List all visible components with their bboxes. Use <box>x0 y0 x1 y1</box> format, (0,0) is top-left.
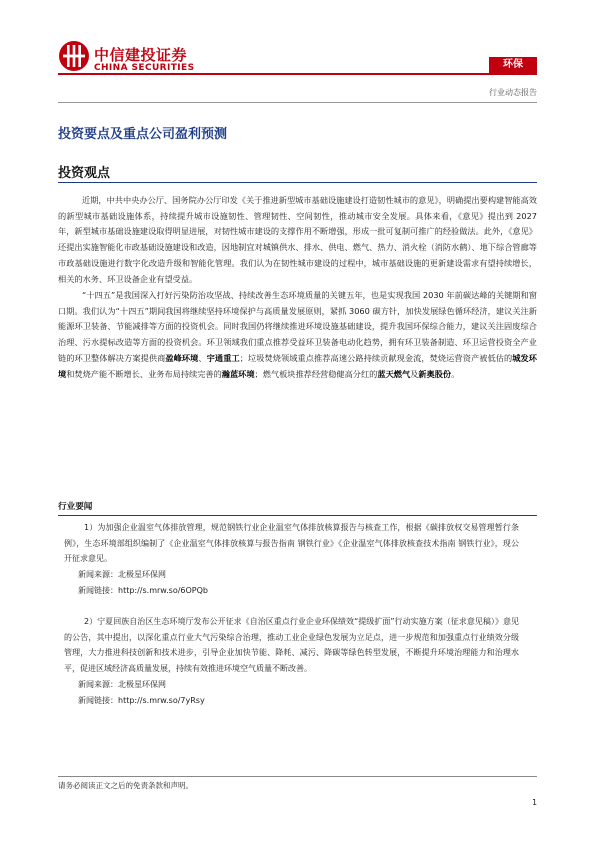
news-source: 新闻来源：北极星环保网 <box>78 570 166 580</box>
header-divider <box>58 73 537 75</box>
disclaimer: 请务必阅读正文之后的免责条款和声明。 <box>58 781 193 790</box>
company-highlight: 城发环境 <box>58 352 537 379</box>
news-link[interactable]: 新闻链接：http://s.mrw.so/6OPQb <box>78 585 208 595</box>
paragraph-policy: 近期，中共中央办公厅、国务院办公厅印发《关于推进新型城市基础设施建设打造韧性城市的意见》，明确提出要构建智能高效的新型城市基础设施体系，持续提升城市设施韧性、管理韧性、空间韧性，推动城市安全发展。具体来看，《意见》提出到 2027 年，新型城市基础设施建设取得明显进展，对韧性城市建设的支撑作用不断增强，形成一批可复制可推广的经验做法。此外，《意见》还提出实施智能化市政基础设施建设和改造，因地制宜对城镇供水、排水、供电、燃气、热力、消火栓（消防水鹤）、地下综合管廊等市政基础设施进行数字化改造升级和智能化管理。我们认为在韧性城市建设的过程中，城市基础设施的更新建设需求有望持续增长，相关的水务、环卫设备企业有望受益。 <box>58 195 537 284</box>
brand-name-en: CHINA SECURITIES <box>94 63 195 73</box>
para2-text: 及 <box>410 368 419 379</box>
section-title: 投资观点 <box>58 166 111 181</box>
news-link[interactable]: 新闻链接：http://s.mrw.so/7yRsy <box>78 695 205 705</box>
subheader-divider <box>58 102 537 103</box>
company-highlight: 瀚蓝环境 <box>221 368 255 379</box>
company-highlight: 新奥股份 <box>418 368 452 379</box>
para2-text: 和焚烧产能不断增长、业务布局持续完善的 <box>66 368 222 379</box>
company-highlight: 宇通重工 <box>206 352 240 363</box>
brand-name-cn: 中信建投证券 <box>94 46 188 64</box>
paragraph-investment-view <box>58 288 537 382</box>
company-highlight: 盈峰环境 <box>165 352 199 363</box>
news-section-title: 行业要闻 <box>58 502 93 512</box>
industry-tag: 环保 <box>489 57 537 73</box>
news-text: 2）宁夏回族自治区生态环境厅发布公开征求《自治区重点行业企业环保绩效“提级扩面”行动实施方案（征求意见稿）》意见的公告，其中提出，以深化重点行业大气污染综合治理，推动工业企业绿色发展为立足点，进一步规范和加强重点行业绩效分级管理，大力推进科技创新和技术进步，引导企业加快节能、降耗、减污、降碳等绿色转型发展，不断提升环境治理能力和治理水平，促进区域经济高质量发展，持续有效推进环境空气质量不断改善。 <box>64 617 519 674</box>
company-logo <box>58 40 90 72</box>
para2-text: ；燃气板块推荐经营稳健高分红的 <box>254 368 378 379</box>
page-number: 1 <box>532 798 538 807</box>
section-divider <box>58 182 537 183</box>
footer-divider <box>58 776 537 777</box>
para2-text: “十四五”是我国深入打好污染防治攻坚战、持续改善生态环境质量的关键五年，也是实现我国 2030 年前碳达峰的关键期和窗口期。我们认为“十四五”期间我国将继续坚持环境保护与高质量发展原则，紧抓 3060 碳方针，加快发展绿色循环经济，建议关注新能源环卫装备、节能减排等方面的投资机会。同时我国仍将继续推进环境设施基础建设，提升我国环保综合能力，建议关注固废综合治理、污水提标改造等方面的投资机会。环卫领域我们重点推荐受益环卫装备电动化趋势，拥有环卫装备制造、环卫运营投资全产业链的环卫整体解决方案提供商 <box>58 290 537 363</box>
news-item <box>58 520 537 599</box>
news-divider <box>58 515 537 516</box>
report-type: 行业动态报告 <box>489 88 537 97</box>
news-item <box>58 614 537 708</box>
para2-text: 、 <box>198 352 207 363</box>
news-text: 1）为加强企业温室气体排放管理，规范钢铁行业企业温室气体排放核算报告与核查工作，根据《碳排放权交易管理暂行条例》，生态环境部组织编制了《企业温室气体排放核算与报告指南 钢铁行业》《企业温室气体排放核查技术指南 钢铁行业》，现公开征求意见。 <box>64 523 519 564</box>
news-source: 新闻来源：北极星环保网 <box>78 679 166 689</box>
para2-text: 。 <box>451 368 460 379</box>
company-highlight: 蓝天燃气 <box>377 368 411 379</box>
para2-text: ；垃圾焚烧领域重点推荐高速公路持续贡献现金流，焚烧运营资产被低估的 <box>239 352 513 363</box>
page-title: 投资要点及重点公司盈利预测 <box>58 127 228 142</box>
